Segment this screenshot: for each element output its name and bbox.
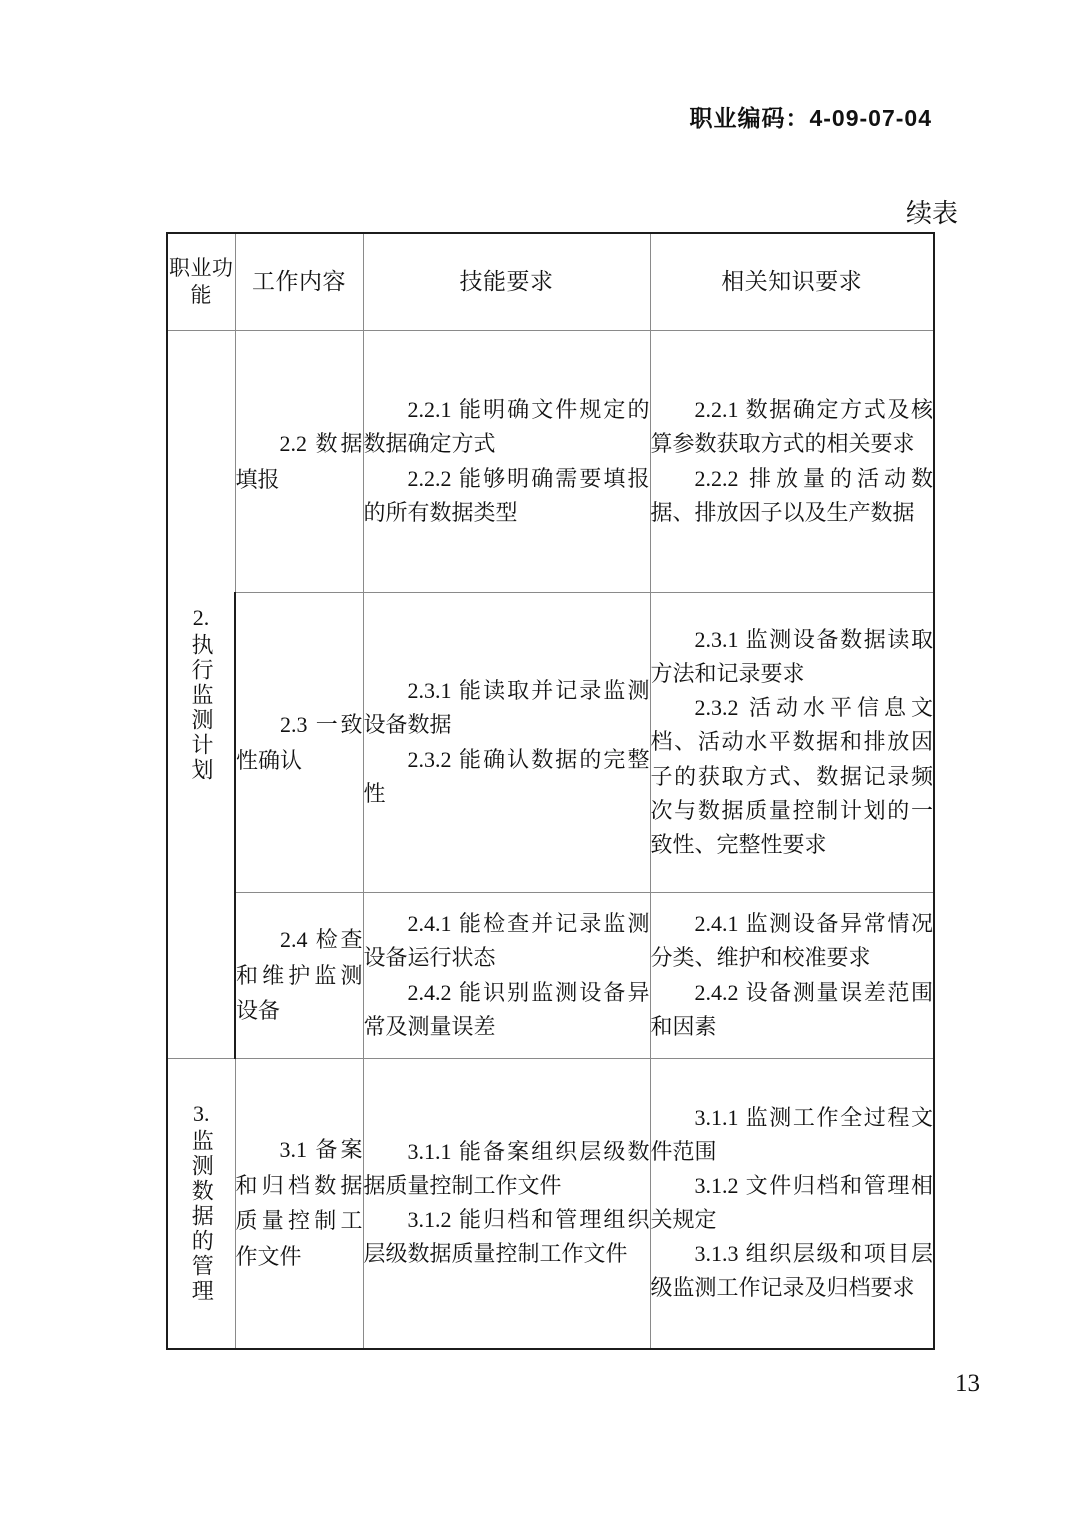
work-content-cell xyxy=(235,331,363,593)
knowledge-item: 2.3.1 监测设备数据读取方法和记录要求 xyxy=(650,627,933,687)
knowledge-item: 2.4.1 监测设备异常情况分类、维护和校准要求 xyxy=(650,911,933,971)
column-header-knowledge-requirements: 相关知识要求 xyxy=(650,233,934,331)
column-header-work-content: 工作内容 xyxy=(235,233,363,331)
occupation-code-header: 职业编码：4-09-07-04 xyxy=(689,105,932,131)
function-group-cell-3 xyxy=(167,1059,235,1349)
work-content-text: 2.2 数据填报 xyxy=(235,430,363,492)
work-content-text: 3.1 备案和归档数据质量控制工作文件 xyxy=(235,1137,363,1269)
column-header-skill-requirements: 技能要求 xyxy=(363,233,650,331)
work-content-cell xyxy=(235,593,363,893)
knowledge-requirements-cell xyxy=(650,593,934,893)
knowledge-item: 2.2.1 数据确定方式及核算参数获取方式的相关要求 xyxy=(650,397,933,457)
table-row xyxy=(167,893,934,1059)
knowledge-item: 3.1.2 文件归档和管理相关规定 xyxy=(650,1173,933,1233)
function-group-name: 执行监测计划 xyxy=(189,632,214,783)
continued-table-label: 续表 xyxy=(905,199,958,228)
skill-requirements-cell xyxy=(363,1059,650,1349)
skill-requirements-cell xyxy=(363,593,650,893)
skill-item: 2.2.2 能够明确需要填报的所有数据类型 xyxy=(363,465,650,525)
work-content-cell xyxy=(235,893,363,1059)
table-header-row xyxy=(167,233,934,331)
occupational-spec-table xyxy=(166,232,935,1350)
table-row xyxy=(167,331,934,593)
skill-item: 3.1.1 能备案组织层级数据质量控制工作文件 xyxy=(363,1139,650,1199)
function-group-number: 2. xyxy=(192,604,210,630)
column-header-function: 职业功能 xyxy=(167,233,235,331)
work-content-cell xyxy=(235,1059,363,1349)
knowledge-item: 2.4.2 设备测量误差范围和因素 xyxy=(650,979,933,1039)
work-content-text: 2.4 检查和维护监测设备 xyxy=(236,927,363,1024)
skill-requirements-cell xyxy=(363,893,650,1059)
skill-item: 3.1.2 能归档和管理组织层级数据质量控制工作文件 xyxy=(363,1207,650,1267)
skill-item: 2.3.2 能确认数据的完整性 xyxy=(363,746,650,806)
knowledge-item: 2.2.2 排放量的活动数据、排放因子以及生产数据 xyxy=(650,465,933,525)
knowledge-item: 3.1.3 组织层级和项目层级监测工作记录及归档要求 xyxy=(650,1241,933,1301)
table-row xyxy=(167,593,934,893)
skill-item: 2.4.1 能检查并记录监测设备运行状态 xyxy=(363,911,650,971)
function-group-number: 3. xyxy=(193,1100,210,1126)
knowledge-item: 2.3.2 活动水平信息文档、活动水平数据和排放因子的获取方式、数据记录频次与数据质量控制计划的一致性、完整性要求 xyxy=(650,695,933,857)
skill-item: 2.3.1 能读取并记录监测设备数据 xyxy=(363,678,650,738)
function-group-name: 监测数据的管理 xyxy=(189,1128,215,1304)
knowledge-requirements-cell xyxy=(650,1059,934,1349)
skill-item: 2.2.1 能明确文件规定的数据确定方式 xyxy=(363,397,650,457)
skill-item: 2.4.2 能识别监测设备异常及测量误差 xyxy=(363,979,650,1039)
table-row xyxy=(167,1059,934,1349)
work-content-text: 2.3 一致性确认 xyxy=(236,711,363,773)
knowledge-item: 3.1.1 监测工作全过程文件范围 xyxy=(650,1104,933,1165)
function-group-cell-2 xyxy=(167,331,235,1059)
skill-requirements-cell xyxy=(363,331,650,593)
spec-table-container xyxy=(166,232,933,1350)
page-number: 13 xyxy=(955,1370,980,1397)
knowledge-requirements-cell xyxy=(650,331,934,593)
knowledge-requirements-cell xyxy=(650,893,934,1059)
